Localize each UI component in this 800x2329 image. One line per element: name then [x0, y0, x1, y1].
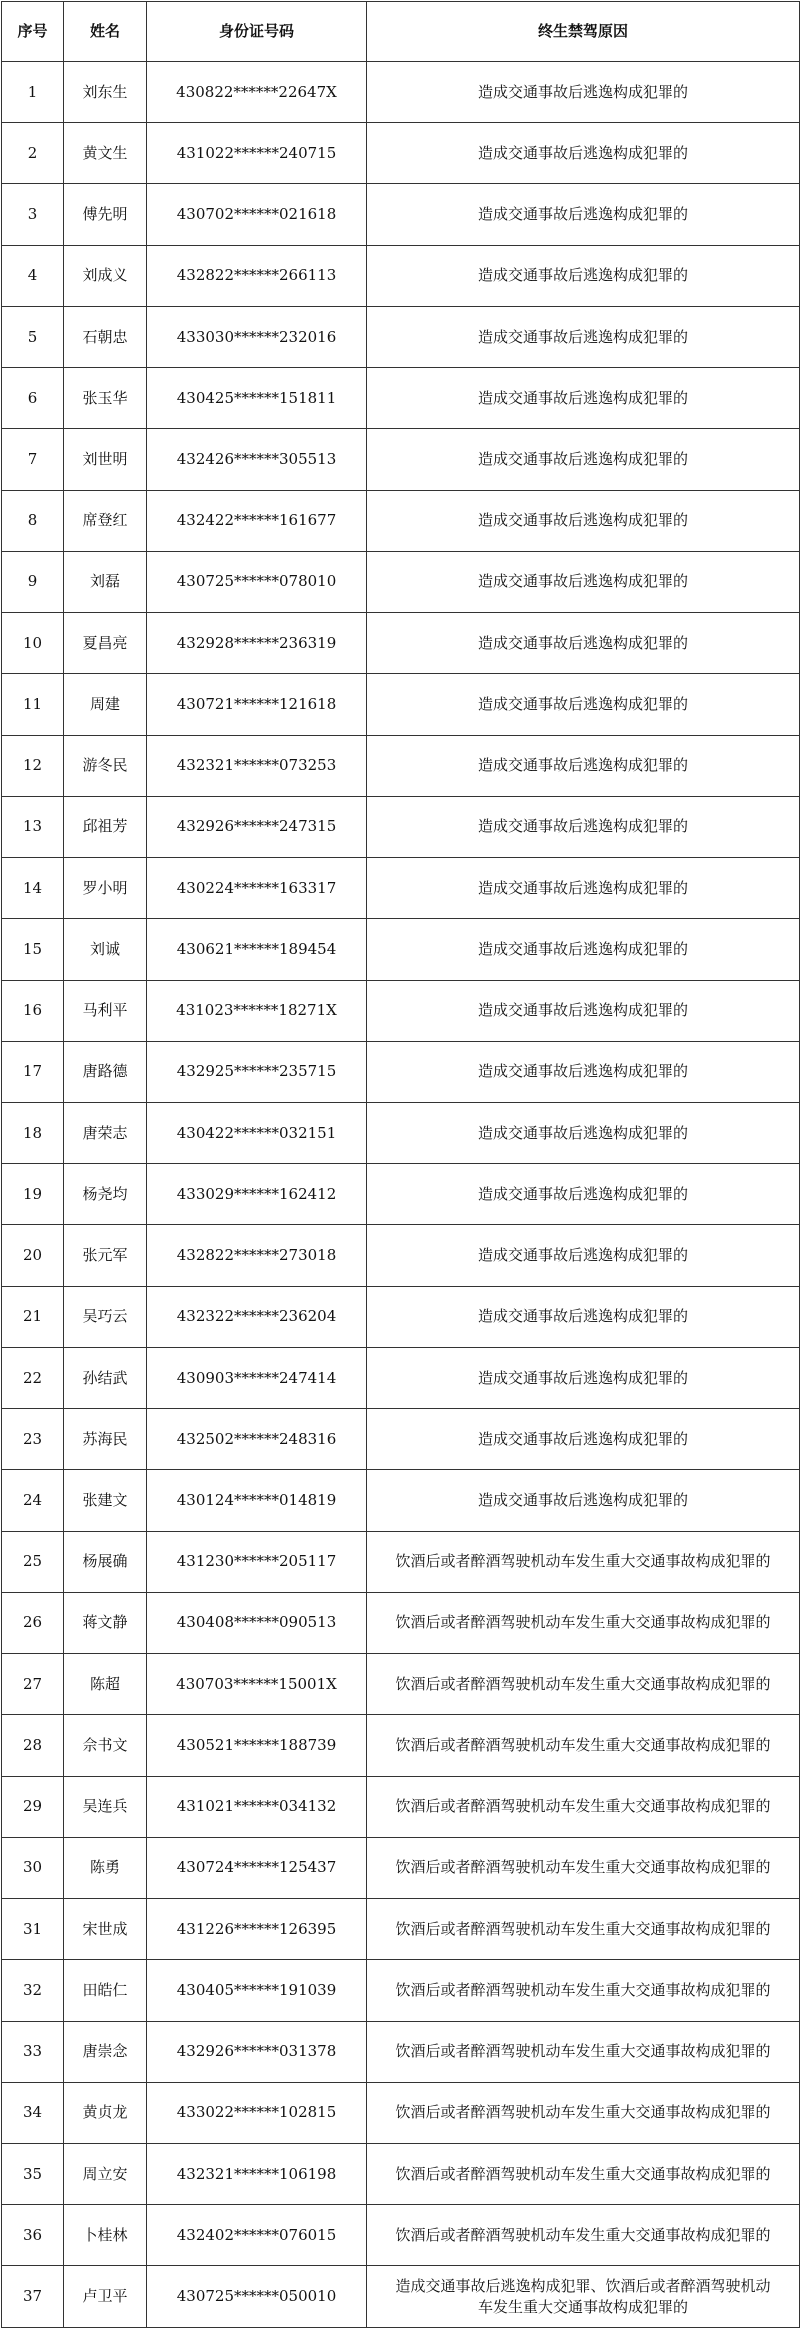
table-row	[2, 1041, 800, 1102]
cell-id-number: 431021******034132	[147, 1776, 367, 1837]
table-row	[2, 1286, 800, 1347]
cell-id-number: 432422******161677	[147, 490, 367, 551]
table-row	[2, 2143, 800, 2204]
table-row	[2, 123, 800, 184]
cell-name: 卢卫平	[64, 2266, 147, 2328]
cell-id-number: 432822******273018	[147, 1225, 367, 1286]
cell-serial-number: 9	[2, 551, 64, 612]
table-row	[2, 1102, 800, 1163]
cell-name: 田皓仁	[64, 1960, 147, 2021]
cell-ban-reason: 饮酒后或者醉酒驾驶机动车发生重大交通事故构成犯罪的	[367, 2143, 800, 2204]
cell-id-number: 430521******188739	[147, 1715, 367, 1776]
cell-id-number: 430425******151811	[147, 368, 367, 429]
cell-id-number: 431230******205117	[147, 1531, 367, 1592]
table-row	[2, 1715, 800, 1776]
cell-id-number: 432928******236319	[147, 613, 367, 674]
cell-ban-reason: 造成交通事故后逃逸构成犯罪的	[367, 490, 800, 551]
table-row	[2, 368, 800, 429]
cell-ban-reason: 造成交通事故后逃逸构成犯罪的	[367, 1041, 800, 1102]
cell-ban-reason: 饮酒后或者醉酒驾驶机动车发生重大交通事故构成犯罪的	[367, 2205, 800, 2266]
cell-id-number: 430721******121618	[147, 674, 367, 735]
header-id-number: 身份证号码	[147, 2, 367, 62]
cell-serial-number: 4	[2, 245, 64, 306]
table-row	[2, 1470, 800, 1531]
cell-name: 石朝忠	[64, 306, 147, 367]
table-row	[2, 1164, 800, 1225]
cell-serial-number: 22	[2, 1347, 64, 1408]
cell-serial-number: 12	[2, 735, 64, 796]
cell-id-number: 432502******248316	[147, 1409, 367, 1470]
table-row	[2, 2082, 800, 2143]
cell-serial-number: 7	[2, 429, 64, 490]
cell-name: 张建文	[64, 1470, 147, 1531]
cell-id-number: 432426******305513	[147, 429, 367, 490]
cell-ban-reason: 饮酒后或者醉酒驾驶机动车发生重大交通事故构成犯罪的	[367, 1837, 800, 1898]
cell-serial-number: 24	[2, 1470, 64, 1531]
table-row	[2, 919, 800, 980]
cell-serial-number: 20	[2, 1225, 64, 1286]
cell-serial-number: 13	[2, 796, 64, 857]
cell-id-number: 432926******247315	[147, 796, 367, 857]
cell-ban-reason: 造成交通事故后逃逸构成犯罪的	[367, 123, 800, 184]
cell-serial-number: 15	[2, 919, 64, 980]
cell-name: 唐路德	[64, 1041, 147, 1102]
cell-ban-reason: 造成交通事故后逃逸构成犯罪的	[367, 613, 800, 674]
table-row	[2, 245, 800, 306]
cell-serial-number: 17	[2, 1041, 64, 1102]
cell-serial-number: 33	[2, 2021, 64, 2082]
cell-name: 孙结武	[64, 1347, 147, 1408]
cell-ban-reason: 造成交通事故后逃逸构成犯罪的	[367, 1102, 800, 1163]
cell-name: 杨展确	[64, 1531, 147, 1592]
cell-ban-reason: 造成交通事故后逃逸构成犯罪的	[367, 858, 800, 919]
cell-id-number: 430702******021618	[147, 184, 367, 245]
table-row	[2, 429, 800, 490]
cell-id-number: 430124******014819	[147, 1470, 367, 1531]
table-row	[2, 858, 800, 919]
cell-id-number: 430621******189454	[147, 919, 367, 980]
cell-serial-number: 27	[2, 1654, 64, 1715]
cell-name: 罗小明	[64, 858, 147, 919]
cell-name: 陈勇	[64, 1837, 147, 1898]
cell-serial-number: 23	[2, 1409, 64, 1470]
cell-ban-reason: 造成交通事故后逃逸构成犯罪的	[367, 62, 800, 123]
table-row	[2, 1225, 800, 1286]
cell-ban-reason: 饮酒后或者醉酒驾驶机动车发生重大交通事故构成犯罪的	[367, 2082, 800, 2143]
cell-ban-reason: 造成交通事故后逃逸构成犯罪、饮酒后或者醉酒驾驶机动车发生重大交通事故构成犯罪的	[367, 2266, 800, 2328]
cell-ban-reason: 造成交通事故后逃逸构成犯罪的	[367, 1470, 800, 1531]
cell-id-number: 432926******031378	[147, 2021, 367, 2082]
cell-ban-reason: 饮酒后或者醉酒驾驶机动车发生重大交通事故构成犯罪的	[367, 1654, 800, 1715]
cell-name: 游冬民	[64, 735, 147, 796]
cell-ban-reason: 饮酒后或者醉酒驾驶机动车发生重大交通事故构成犯罪的	[367, 1960, 800, 2021]
table-body	[2, 62, 800, 2328]
cell-name: 席登红	[64, 490, 147, 551]
cell-serial-number: 2	[2, 123, 64, 184]
cell-name: 宋世成	[64, 1899, 147, 1960]
cell-name: 傅先明	[64, 184, 147, 245]
cell-name: 吴连兵	[64, 1776, 147, 1837]
cell-id-number: 431023******18271X	[147, 980, 367, 1041]
cell-name: 蒋文静	[64, 1592, 147, 1653]
table-row	[2, 1837, 800, 1898]
cell-name: 黄贞龙	[64, 2082, 147, 2143]
table-row	[2, 1776, 800, 1837]
cell-ban-reason: 饮酒后或者醉酒驾驶机动车发生重大交通事故构成犯罪的	[367, 2021, 800, 2082]
cell-serial-number: 10	[2, 613, 64, 674]
cell-id-number: 430703******15001X	[147, 1654, 367, 1715]
table-row	[2, 551, 800, 612]
cell-name: 刘成义	[64, 245, 147, 306]
cell-ban-reason: 造成交通事故后逃逸构成犯罪的	[367, 429, 800, 490]
cell-serial-number: 26	[2, 1592, 64, 1653]
cell-serial-number: 25	[2, 1531, 64, 1592]
cell-serial-number: 6	[2, 368, 64, 429]
table-row	[2, 1654, 800, 1715]
header-ban-reason: 终生禁驾原因	[367, 2, 800, 62]
table-row	[2, 2205, 800, 2266]
cell-ban-reason: 造成交通事故后逃逸构成犯罪的	[367, 1286, 800, 1347]
cell-name: 张元军	[64, 1225, 147, 1286]
cell-ban-reason: 饮酒后或者醉酒驾驶机动车发生重大交通事故构成犯罪的	[367, 1715, 800, 1776]
cell-ban-reason: 造成交通事故后逃逸构成犯罪的	[367, 551, 800, 612]
cell-serial-number: 11	[2, 674, 64, 735]
table-row	[2, 2021, 800, 2082]
table-row	[2, 1960, 800, 2021]
cell-serial-number: 3	[2, 184, 64, 245]
cell-ban-reason: 造成交通事故后逃逸构成犯罪的	[367, 184, 800, 245]
cell-ban-reason: 造成交通事故后逃逸构成犯罪的	[367, 980, 800, 1041]
cell-serial-number: 31	[2, 1899, 64, 1960]
cell-name: 马利平	[64, 980, 147, 1041]
cell-ban-reason: 饮酒后或者醉酒驾驶机动车发生重大交通事故构成犯罪的	[367, 1592, 800, 1653]
cell-serial-number: 19	[2, 1164, 64, 1225]
cell-serial-number: 32	[2, 1960, 64, 2021]
cell-id-number: 430422******032151	[147, 1102, 367, 1163]
table-row	[2, 1899, 800, 1960]
cell-name: 刘磊	[64, 551, 147, 612]
cell-name: 周建	[64, 674, 147, 735]
cell-ban-reason: 饮酒后或者醉酒驾驶机动车发生重大交通事故构成犯罪的	[367, 1531, 800, 1592]
cell-serial-number: 18	[2, 1102, 64, 1163]
table-row	[2, 490, 800, 551]
cell-serial-number: 16	[2, 980, 64, 1041]
cell-serial-number: 1	[2, 62, 64, 123]
cell-serial-number: 8	[2, 490, 64, 551]
lifetime-driving-ban-table	[1, 1, 800, 2328]
table-row	[2, 796, 800, 857]
cell-id-number: 432402******076015	[147, 2205, 367, 2266]
cell-id-number: 432322******236204	[147, 1286, 367, 1347]
cell-ban-reason: 造成交通事故后逃逸构成犯罪的	[367, 245, 800, 306]
cell-name: 唐荣志	[64, 1102, 147, 1163]
cell-serial-number: 34	[2, 2082, 64, 2143]
table-row	[2, 674, 800, 735]
cell-name: 佘书文	[64, 1715, 147, 1776]
cell-ban-reason: 造成交通事故后逃逸构成犯罪的	[367, 368, 800, 429]
cell-ban-reason: 造成交通事故后逃逸构成犯罪的	[367, 735, 800, 796]
cell-ban-reason: 造成交通事故后逃逸构成犯罪的	[367, 1409, 800, 1470]
cell-id-number: 430724******125437	[147, 1837, 367, 1898]
table-row	[2, 62, 800, 123]
cell-serial-number: 35	[2, 2143, 64, 2204]
cell-id-number: 431022******240715	[147, 123, 367, 184]
cell-name: 黄文生	[64, 123, 147, 184]
table-row	[2, 1592, 800, 1653]
cell-id-number: 433029******162412	[147, 1164, 367, 1225]
cell-name: 夏昌亮	[64, 613, 147, 674]
cell-id-number: 430408******090513	[147, 1592, 367, 1653]
cell-id-number: 433030******232016	[147, 306, 367, 367]
cell-ban-reason: 造成交通事故后逃逸构成犯罪的	[367, 1164, 800, 1225]
table-row	[2, 2266, 800, 2328]
cell-name: 邱祖芳	[64, 796, 147, 857]
cell-id-number: 432925******235715	[147, 1041, 367, 1102]
cell-name: 刘东生	[64, 62, 147, 123]
cell-name: 杨尧均	[64, 1164, 147, 1225]
cell-serial-number: 14	[2, 858, 64, 919]
cell-id-number: 433022******102815	[147, 2082, 367, 2143]
table-row	[2, 1409, 800, 1470]
table-header-row	[2, 2, 800, 62]
cell-id-number: 432321******073253	[147, 735, 367, 796]
table-row	[2, 184, 800, 245]
cell-ban-reason: 造成交通事故后逃逸构成犯罪的	[367, 919, 800, 980]
cell-ban-reason: 饮酒后或者醉酒驾驶机动车发生重大交通事故构成犯罪的	[367, 1776, 800, 1837]
cell-name: 刘世明	[64, 429, 147, 490]
cell-id-number: 432321******106198	[147, 2143, 367, 2204]
cell-serial-number: 29	[2, 1776, 64, 1837]
table-row	[2, 613, 800, 674]
cell-ban-reason: 造成交通事故后逃逸构成犯罪的	[367, 796, 800, 857]
cell-serial-number: 21	[2, 1286, 64, 1347]
cell-name: 苏海民	[64, 1409, 147, 1470]
cell-serial-number: 5	[2, 306, 64, 367]
cell-ban-reason: 造成交通事故后逃逸构成犯罪的	[367, 674, 800, 735]
table-row	[2, 306, 800, 367]
cell-name: 刘诚	[64, 919, 147, 980]
cell-id-number: 431226******126395	[147, 1899, 367, 1960]
table-row	[2, 1531, 800, 1592]
header-serial-number: 序号	[2, 2, 64, 62]
cell-ban-reason: 造成交通事故后逃逸构成犯罪的	[367, 306, 800, 367]
cell-name: 卜桂林	[64, 2205, 147, 2266]
cell-serial-number: 36	[2, 2205, 64, 2266]
cell-ban-reason: 造成交通事故后逃逸构成犯罪的	[367, 1347, 800, 1408]
cell-name: 周立安	[64, 2143, 147, 2204]
cell-name: 吴巧云	[64, 1286, 147, 1347]
cell-ban-reason: 造成交通事故后逃逸构成犯罪的	[367, 1225, 800, 1286]
table-row	[2, 980, 800, 1041]
cell-id-number: 430224******163317	[147, 858, 367, 919]
cell-name: 陈超	[64, 1654, 147, 1715]
cell-id-number: 430405******191039	[147, 1960, 367, 2021]
header-name: 姓名	[64, 2, 147, 62]
table-row	[2, 1347, 800, 1408]
cell-name: 张玉华	[64, 368, 147, 429]
cell-ban-reason: 饮酒后或者醉酒驾驶机动车发生重大交通事故构成犯罪的	[367, 1899, 800, 1960]
cell-id-number: 430725******050010	[147, 2266, 367, 2328]
cell-id-number: 432822******266113	[147, 245, 367, 306]
cell-name: 唐崇念	[64, 2021, 147, 2082]
cell-serial-number: 28	[2, 1715, 64, 1776]
cell-id-number: 430822******22647X	[147, 62, 367, 123]
cell-serial-number: 30	[2, 1837, 64, 1898]
cell-id-number: 430903******247414	[147, 1347, 367, 1408]
cell-id-number: 430725******078010	[147, 551, 367, 612]
table-row	[2, 735, 800, 796]
cell-serial-number: 37	[2, 2266, 64, 2328]
